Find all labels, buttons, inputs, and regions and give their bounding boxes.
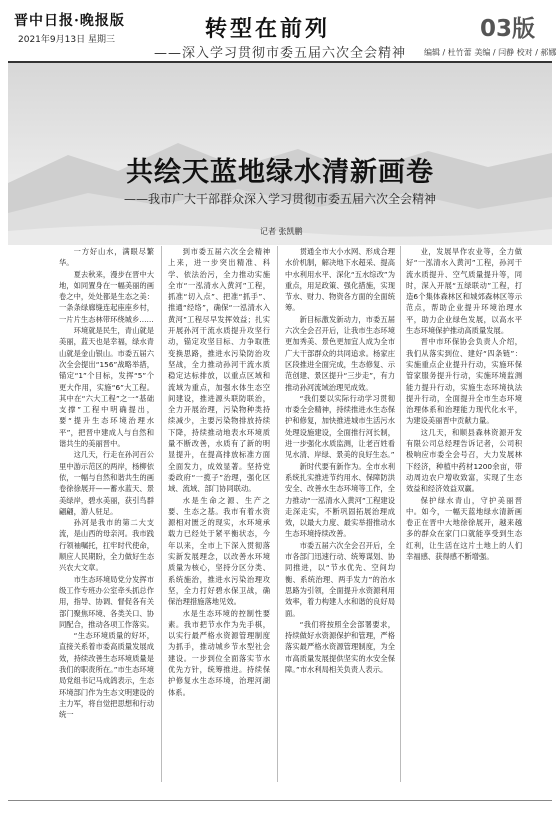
paragraph: 环境就是民生，青山就是美丽，蓝天也是幸福，绿水青山就是金山银山。市委五届六次全会提出“156”战略举措，锚定“1”个目标，发挥“5”个更大作用，实施“6”大工程。其中在“六大工程”之一“基础支撑”工程中明确提出，要“提升生态环境治理水平”，把晋中建成人与自然和谐共生的美丽晋中。	[59, 326, 154, 449]
paragraph: 新目标激发新动力，市委五届六次全会召开后，让我市生态环境更加秀美、景色更加宜人成为全市广大干部群众的共同追求。杨家庄区段推进全面完成，生态修复、示范创建、景区提升“三步走”，有力推动孙河流域治理见成效。	[285, 314, 395, 392]
paragraph: 孙河是我市的第二大支流，是山西的母亲河。我市践行领袖嘱托，扛牢时代使命，顺应人民期盼，全力做好生态兴农大文章。	[59, 518, 154, 573]
paragraph: 这几天，行走在孙河百公里中游示范区的两岸，杨柳依依，一幅与自然和谐共生的画卷徐徐展开——蓄水蓝天、景美绿岸，碧水美丽，获引鸟群翩翩，游人驻足。	[59, 450, 154, 516]
paragraph: 一方好山水，满眼尽繁华。	[59, 247, 154, 268]
article-column-1	[59, 246, 154, 720]
paragraph: 业，发展旱作农业等，全力做好“一泓清水入黄河”工程，孙河干流水质提升、空气质量提升等，同时，深入开展“五绿联动”工程，打造6个集体森林区和城郊森林区等示范点，帮助企业提升环境治理水平，助力企业绿色发展，以高水平生态环境保护推动高质量发展。	[406, 247, 522, 336]
paragraph: 晋中市环保协会负责人介绍，我们从落实到位、建好“四条链”：实施重点企业提升行动，实施环保管家服务提升行动，实施环境监测能力提升行动，实施生态环境执法提升行动，全面提升全市生态环境治理体系和治理能力现代化水平，为建设美丽晋中贡献力量。	[406, 337, 522, 426]
paragraph: 新时代要有新作为。全市水利系统扎实推进节约用水、保障防洪安全、改善水生态环境等工作，全力推动“一泓清水入黄河”工程建设走深走实，不断巩固拓展治理成效，以最大力度、最实举措推动水生态环境持续改善。	[285, 461, 395, 539]
column-divider	[161, 246, 162, 782]
paragraph: 市生态环境局党分发挥市级工作专班办公室牵头抓总作用，指导、协调、督促各有关部门聚焦环境、各类关口、协同配合，推动各项工作落实。	[59, 574, 154, 629]
paragraph: 水是生命之源、生产之要、生态之基。我市有着水资源相对匮乏的现实，水环境承载力已经处于紧平衡状态，今年以来，全市上下深入贯彻落实新发展理念，以改善水环境质量为核心，坚持分区分类、系统施治，推进水污染治理攻坚，全力打好碧水保卫战，确保治理措施落地见效。	[168, 495, 270, 607]
column-divider	[400, 246, 401, 782]
page-bottom-rule	[8, 800, 552, 801]
masthead	[0, 0, 560, 70]
article-headline: 共绘天蓝地绿水清新画卷	[126, 157, 434, 188]
paragraph: 夏去秋来，漫步在晋中大地，如同置身在一幅美丽的画卷之中，处处都是生态之美：一条条绿廊缝连起座座乡村，一片片生态林带环绕城乡……	[59, 269, 154, 324]
article-column-3	[285, 246, 395, 675]
editor-credits: 编辑 / 杜竹蕾 美编 / 闫静 校对 / 郝娜	[424, 48, 557, 57]
paragraph: “生态环境质量的好坏，直接关系着市委高质量发展成效，持续改善生态环境质量是我们的职责所在。”市生态环境局党组书记马成鸽表示，生态环境部门作为生态文明建设的主力军，将自觉把思想和行动统一	[59, 631, 154, 720]
paragraph: 水是生态环境的控制性要素。我市把节水作为先手棋，以实行最严格水资源管理制度为抓手，推动城乡节水型社会建设。一步到位全面落实节水优先方针，统筹推进。持续保护修复水生态环境，治理河湖体系。	[168, 608, 270, 697]
newspaper-logo: 晋中日报·晚报版	[14, 13, 125, 29]
paragraph: 贯通全市大小水网、形成合理水价机制，解决地下水超采、提高中水利用水平、深化“五水综改”为重点，用足政策、强化措施，实现节水、财力、物资各方面的全面统筹。	[285, 247, 395, 313]
paragraph: 这几天，和顺县森林资源开发有限公司总经理告诉记者，公司积极响应市委全会号召，大力发展林下经济，种植中药材1200余亩，带动周边农户增收致富，实现了生态效益和经济效益双赢。	[406, 427, 522, 494]
column-divider	[277, 246, 278, 782]
paragraph: “我们要以实际行动学习贯彻市委全会精神，持续推进水生态保护和修复，加快推进城市生活污水处理设施建设，全面推行河长制，进一步强化水质监测，让老百姓看见水清、岸绿、景美的良好生态。”	[285, 393, 395, 460]
paragraph: 到市委五届六次全会精神上来，进一步突出精准、科学、依法治污，全力推动实施全市“一泓清水入黄河”工程，抓准“切入点”、把准“抓手”、推通“经络”，确保“一泓清水入黄河”工程尽早发挥效益；扎实开展孙河干流水质提升攻坚行动，锚定攻坚目标、力争取胜变换思路，推进水污染防治攻坚战，全力推动孙河干流水质稳定达标排放，以重点区域和流域为重点，加强水体生态空间建设，推进源头联防联治，全力开展治理，污染物种类持续减少，主要污染物排放持续下降，持续推动地表水环境质量不断改善，水质有了新的明显提升，在提高排放标准方面全面发力，成效显著。坚持党委政府“一揽子”治理，强化区域、流域、部门协同联动。	[168, 247, 270, 494]
column-subtitle: ——深入学习贯彻市委五届六次全会精神	[154, 46, 407, 61]
article-column-2	[168, 246, 270, 698]
column-title: 转型在前列	[205, 16, 331, 42]
issue-date: 2021年9月13日 星期三	[18, 35, 115, 45]
article-column-4	[406, 246, 522, 562]
paragraph: 保护绿水青山，守护美丽晋中。如今，一幅天蓝地绿水清新画卷正在晋中大地徐徐展开，越来越多的群众在家门口就能享受到生态红利，让生活在这片土地上的人们幸福感、获得感不断增强。	[406, 495, 522, 562]
page-number: 03版	[480, 16, 536, 42]
article-subheadline: ——我市广大干部群众深入学习贯彻市委五届六次全会精神	[123, 192, 436, 206]
paragraph: 市委五届六次全会召开后，全市各部门迅速行动、统筹谋划、协同推进，以“节水优先、空间均衡、系统治理、两手发力”的治水思路为引领，全面提升水资源利用效率，着力构建人水和谐的良好局面。	[285, 540, 395, 618]
article-byline: 记者 张凯鹏	[260, 227, 303, 236]
paragraph: “我们将按照全会部署要求，持续做好水资源保护和管理，严格落实最严格水资源管理制度，为全市高质量发展提供坚实的水安全保障。”市水利局相关负责人表示。	[285, 619, 395, 674]
